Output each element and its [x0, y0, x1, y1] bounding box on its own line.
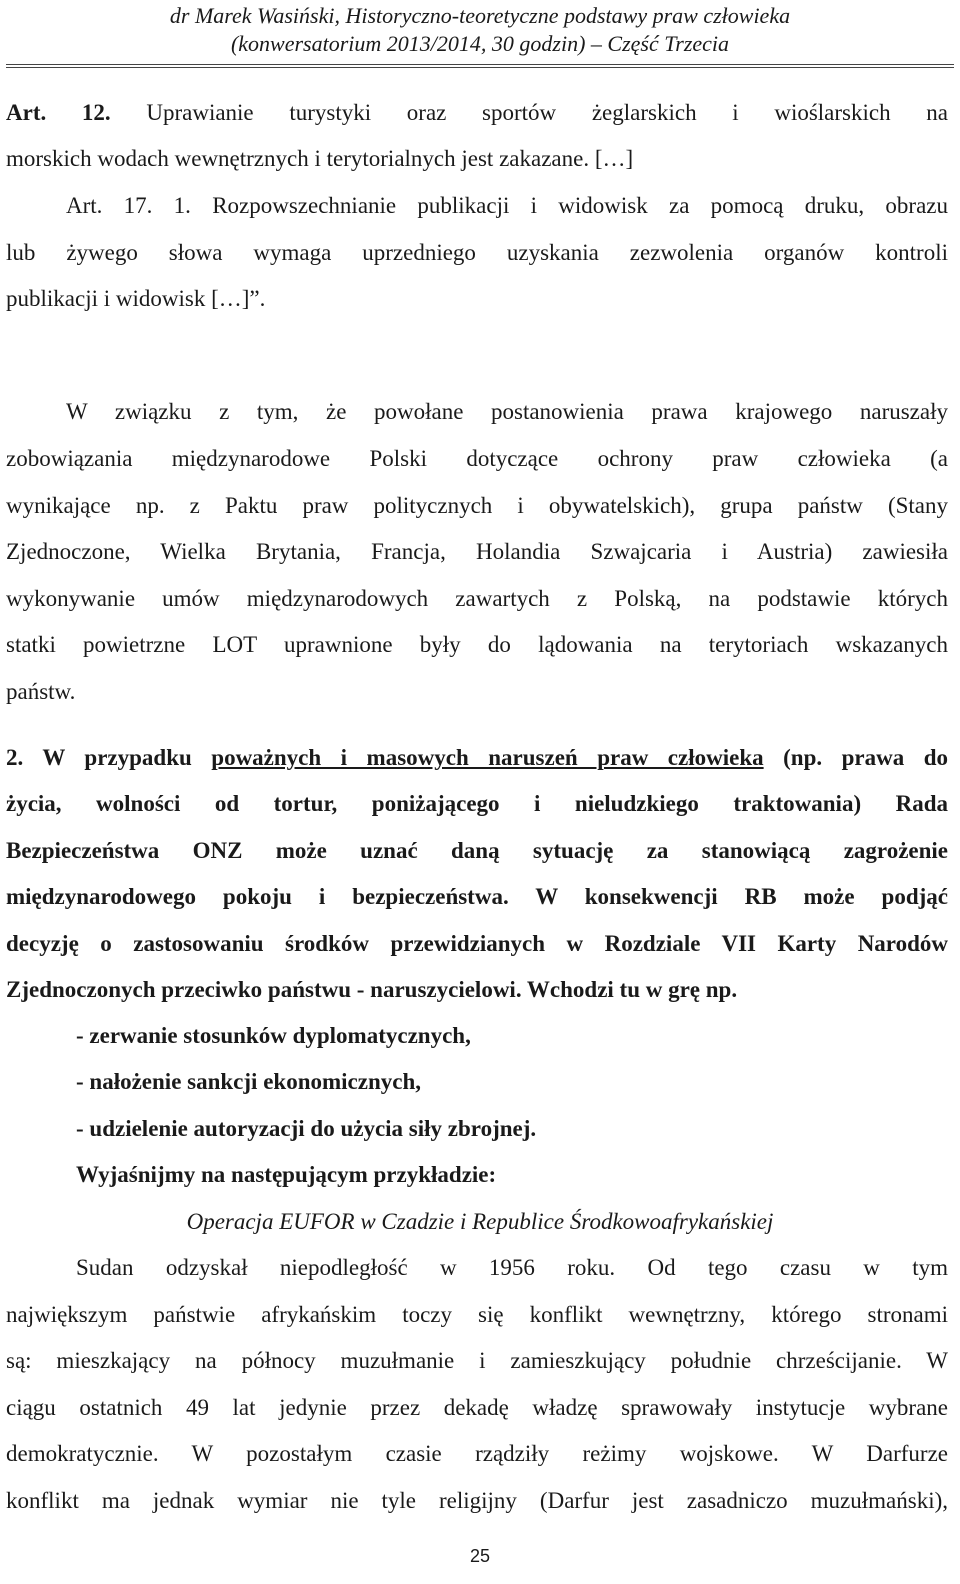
paragraph-line: statki powietrzne LOT uprawnione były do lądowania na terytoriach wskazanych — [6, 632, 948, 657]
paragraph-line: są: mieszkający na północy muzułmanie i zamieszkujący południe chrześcijanie. W — [6, 1348, 948, 1373]
paragraph-line: zobowiązania międzynarodowe Polski dotyczące ochrony praw człowieka (a — [6, 446, 948, 471]
example-title: Operacja EUFOR w Czadzie i Republice Środkowoafrykańskiej — [186, 1209, 774, 1234]
list-item: - nałożenie sankcji ekonomicznych, — [76, 1069, 421, 1094]
quote-text: Uprawianie turystyki oraz sportów żeglarskich i wioślarskich na — [110, 100, 948, 125]
paragraph-line: państw. — [6, 679, 76, 704]
quote-line: publikacji i widowisk […]”. — [6, 286, 266, 311]
article-number: Art. 12. — [6, 100, 111, 125]
paragraph-line: życia, wolności od tortur, poniżającego i nieludzkiego traktowania) Rada — [6, 791, 948, 816]
header-line-2: (konwersatorium 2013/2014, 30 godzin) – Część Trzecia — [230, 31, 730, 56]
example-heading: Wyjaśnijmy na następującym przykładzie: — [76, 1162, 497, 1187]
page-number: 25 — [469, 1546, 491, 1566]
underlined-phrase: poważnych i masowych naruszeń praw człowieka — [211, 745, 764, 770]
paragraph-line: międzynarodowego pokoju i bezpieczeństwa. W konsekwencji RB może podjąć — [6, 884, 948, 909]
paragraph-line: Zjednoczone, Wielka Brytania, Francja, Holandia Szwajcaria i Austria) zawiesiła — [6, 539, 948, 564]
quote-line — [6, 98, 948, 128]
quote-line: morskich wodach wewnętrznych i terytorialnych jest zakazane. […] — [6, 146, 634, 171]
paragraph-line: decyzję o zastosowaniu środków przewidzianych w Rozdziale VII Karty Narodów — [6, 931, 948, 956]
header-line-1: dr Marek Wasiński, Historyczno-teoretyczne podstawy praw człowieka — [169, 3, 791, 28]
paragraph-text: (np. prawa do — [763, 745, 948, 770]
header-rule-top — [6, 64, 954, 65]
paragraph-line: wynikające np. z Paktu praw politycznych i obywatelskich), grupa państw (Stany — [6, 493, 948, 518]
list-item: - zerwanie stosunków dyplomatycznych, — [76, 1023, 471, 1048]
paragraph-text: 2. W przypadku — [6, 745, 212, 770]
quote-line: Art. 17. 1. Rozpowszechnianie publikacji i widowisk za pomocą druku, obrazu — [66, 193, 948, 218]
paragraph-line: wykonywanie umów międzynarodowych zawartych z Polską, na podstawie których — [6, 586, 948, 611]
paragraph-line: największym państwie afrykańskim toczy się konflikt wewnętrzny, którego stronami — [6, 1302, 948, 1327]
paragraph-line — [6, 743, 948, 773]
header-rule-bottom — [6, 67, 954, 68]
paragraph-line: Bezpieczeństwa ONZ może uznać daną sytuację za stanowiącą zagrożenie — [6, 838, 948, 863]
paragraph-line: Sudan odzyskał niepodległość w 1956 roku. Od tego czasu w tym — [76, 1255, 948, 1280]
paragraph-line: Zjednoczonych przeciwko państwu - naruszycielowi. Wchodzi tu w grę np. — [6, 977, 738, 1002]
running-header — [0, 0, 960, 64]
paragraph-line: konflikt ma jednak wymiar nie tyle religijny (Darfur jest zasadniczo muzułmański), — [6, 1488, 948, 1513]
paragraph-line: W związku z tym, że powołane postanowienia prawa krajowego naruszały — [66, 399, 948, 424]
paragraph-line: ciągu ostatnich 49 lat jedynie przez dekadę władzę sprawowały instytucje wybrane — [6, 1395, 948, 1420]
quote-line: lub żywego słowa wymaga uprzedniego uzyskania zezwolenia organów kontroli — [6, 240, 948, 265]
list-item: - udzielenie autoryzacji do użycia siły zbrojnej. — [76, 1116, 537, 1141]
paragraph-line: demokratycznie. W pozostałym czasie rządziły reżimy wojskowe. W Darfurze — [6, 1441, 948, 1466]
